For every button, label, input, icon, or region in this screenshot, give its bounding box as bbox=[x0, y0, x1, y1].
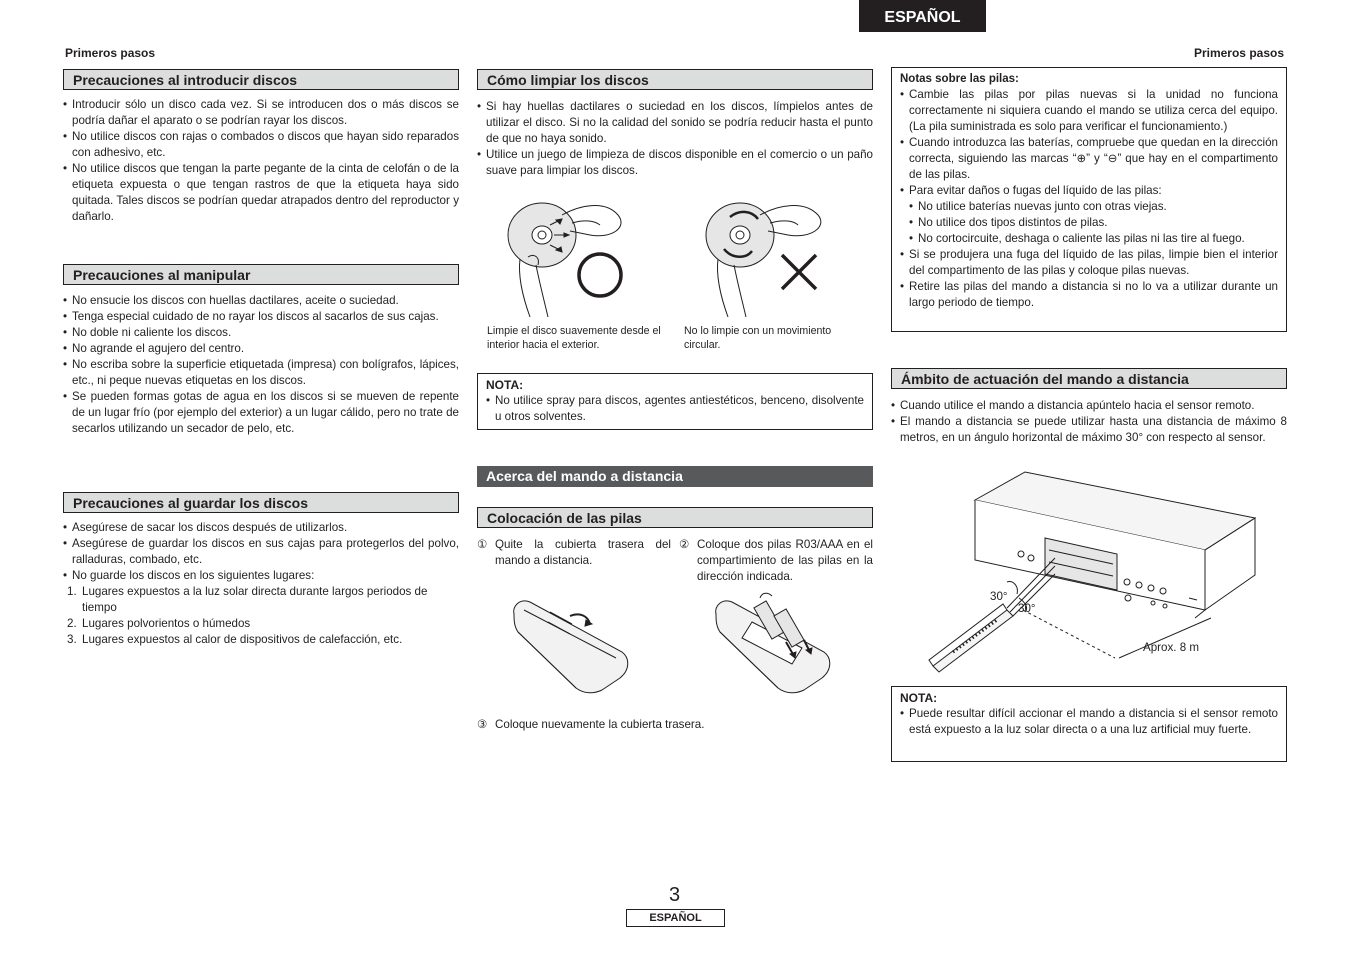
list-item: • No cortocircuite, deshaga o caliente las pilas ni las tire al fuego. bbox=[909, 231, 1278, 247]
list-item: • Para evitar daños o fugas del líquido de las pilas: bbox=[900, 183, 1278, 199]
list-item: • No utilice spray para discos, agentes antiestéticos, benceno, disolvente u otros solventes. bbox=[486, 393, 864, 425]
note-title: NOTA: bbox=[900, 691, 938, 705]
clean-disc-correct-illustration bbox=[500, 195, 650, 320]
list-item: 2. Lugares polvorientos o húmedos bbox=[67, 617, 251, 630]
list-item: • Tenga especial cuidado de no rayar los discos al sacarlos de sus cajas. bbox=[63, 309, 459, 325]
battery-notes-list bbox=[900, 87, 1278, 199]
list-item: • Se pueden formas gotas de agua en los discos si se mueven de repente de un lugar frío (por ejemplo del exterior) a un lugar cálido, pero no trate de secarlos utilizando un secador de pelo, etc. bbox=[63, 389, 459, 437]
list-item: • No escriba sobre la superficie etiquetada (impresa) con bolígrafos, lápices, etc., ni peque nuevas etiquetas en los discos. bbox=[63, 357, 459, 389]
list-insert-discs bbox=[63, 97, 459, 225]
list-item: • Utilice un juego de limpieza de discos disponible en el comercio o un paño suave para limpiar los discos. bbox=[477, 147, 873, 179]
list-item: • Retire las pilas del mando a distancia si no lo va a utilizar durante un largo periodo de tiempo. bbox=[900, 279, 1278, 311]
battery-notes-box bbox=[891, 67, 1287, 332]
note-box-cleaning bbox=[477, 373, 873, 430]
list-item: • Asegúrese de sacar los discos después de utilizarlos. bbox=[63, 520, 459, 536]
list-item: • Si se produjera una fuga del líquido de las pilas, limpie bien el interior del compartimento de las pilas y coloque pilas nuevas. bbox=[900, 247, 1278, 279]
note-title: NOTA: bbox=[486, 378, 524, 392]
section-title-batteries: Colocación de las pilas bbox=[477, 507, 873, 528]
distance-label: Aprox. 8 m bbox=[1143, 641, 1200, 654]
list-cleaning bbox=[477, 99, 873, 179]
list-item: • Puede resultar difícil accionar el mando a distancia si el sensor remoto está expuesto a la luz solar directa o a una luz artificial muy fuerte. bbox=[900, 706, 1278, 738]
list-item: • No utilice baterías nuevas junto con otras viejas. bbox=[909, 199, 1278, 215]
list-item: • El mando a distancia se puede utilizar hasta una distancia de máximo 8 metros, en un ángulo horizontal de máximo 30° con respecto al sensor. bbox=[891, 414, 1287, 446]
page-number: 3 bbox=[668, 884, 681, 906]
step-1: ① Quite la cubierta trasera del mando a distancia. bbox=[477, 538, 671, 567]
clean-disc-wrong-illustration bbox=[700, 195, 850, 320]
list-item: • No doble ni caliente los discos. bbox=[63, 325, 459, 341]
list-item: • Cuando utilice el mando a distancia apúntelo hacia el sensor remoto. bbox=[891, 398, 1287, 414]
section-title-storage: Precauciones al guardar los discos bbox=[63, 492, 459, 513]
remote-cover-illustration bbox=[510, 592, 635, 697]
section-title-remote-range: Ámbito de actuación del mando a distancia bbox=[891, 368, 1287, 389]
step-2: ② Coloque dos pilas R03/AAA en el compartimiento de las pilas en la dirección indicada. bbox=[679, 538, 873, 583]
battery-notes-list-2 bbox=[900, 247, 1278, 311]
list-item: • No ensucie los discos con huellas dactilares, aceite o suciedad. bbox=[63, 293, 459, 309]
list-item: • No guarde los discos en los siguientes lugares: bbox=[63, 568, 459, 584]
section-title-handling: Precauciones al manipular bbox=[63, 264, 459, 285]
note-list bbox=[900, 706, 1278, 738]
list-storage-places bbox=[63, 584, 459, 648]
list-item: • No agrande el agujero del centro. bbox=[63, 341, 459, 357]
section-title-cleaning: Cómo limpiar los discos bbox=[477, 69, 873, 90]
list-item: • Cambie las pilas por pilas nuevas si la unidad no funciona correctamente ni siquiera cuando el mando se utiliza cerca del equipo. (La pila suministrada es solo para verificar el funcionamiento.) bbox=[900, 87, 1278, 135]
footer-language-tab: ESPAÑOL bbox=[626, 909, 725, 927]
list-item: • Cuando introduzca las baterías, compruebe que quedan en la dirección correcta, siguiendo las marcas “⊕” y “⊖” que hay en el compartimento de las pilas. bbox=[900, 135, 1278, 183]
running-header-right: Primeros pasos bbox=[1193, 46, 1284, 60]
remote-batteries-illustration bbox=[712, 592, 837, 697]
list-handling bbox=[63, 293, 459, 437]
list-storage bbox=[63, 520, 459, 584]
caption-clean-wrong: No lo limpie con un movimiento circular. bbox=[684, 325, 832, 351]
section-title-insert-discs: Precauciones al introducir discos bbox=[63, 69, 459, 90]
list-item: • Introducir sólo un disco cada vez. Si se introducen dos o más discos se podría dañar el aparato o se podrían rayar los discos. bbox=[63, 97, 459, 129]
list-item: • Si hay huellas dactilares o suciedad en los discos, límpielos antes de utilizar el disco. Si no la calidad del sonido se podría reducir hasta el punto de que no haya sonido. bbox=[477, 99, 873, 147]
battery-notes-sublist bbox=[900, 199, 1278, 247]
note-list bbox=[486, 393, 864, 425]
remote-range-illustration bbox=[925, 470, 1260, 675]
list-item: 3. Lugares expuestos al calor de dispositivos de calefacción, etc. bbox=[67, 633, 403, 646]
battery-notes-title: Notas sobre las pilas: bbox=[900, 73, 1019, 85]
running-header-left: Primeros pasos bbox=[65, 46, 156, 60]
list-item: • No utilice discos con rajas o combados o discos que hayan sido reparados con adhesivo, etc. bbox=[63, 129, 459, 161]
step-3: ③ Coloque nuevamente la cubierta trasera. bbox=[477, 718, 705, 731]
language-tab: ESPAÑOL bbox=[859, 0, 986, 32]
note-box-remote bbox=[891, 686, 1287, 762]
section-title-remote: Acerca del mando a distancia bbox=[477, 466, 873, 487]
list-item: • No utilice discos que tengan la parte pegante de la cinta de celofán o de la etiqueta expuesta o que tengan rastros de que la etiqueta haya sido quitada. Tales discos se podrían quedar atrapados dentro del reproductor y dañarlo. bbox=[63, 161, 459, 225]
list-item: • No utilice dos tipos distintos de pilas. bbox=[909, 215, 1278, 231]
caption-clean-correct: Limpie el disco suavemente desde el interior hacia el exterior. bbox=[487, 325, 661, 351]
list-item: 1. Lugares expuestos a la luz solar directa durante largos periodos de tiempo bbox=[67, 585, 428, 614]
list-remote-range bbox=[891, 398, 1287, 446]
angle-label-2: 30° bbox=[1018, 602, 1036, 615]
angle-label-1: 30° bbox=[990, 590, 1008, 603]
list-item: • Asegúrese de guardar los discos en sus cajas para protegerlos del polvo, ralladuras, combado, etc. bbox=[63, 536, 459, 568]
